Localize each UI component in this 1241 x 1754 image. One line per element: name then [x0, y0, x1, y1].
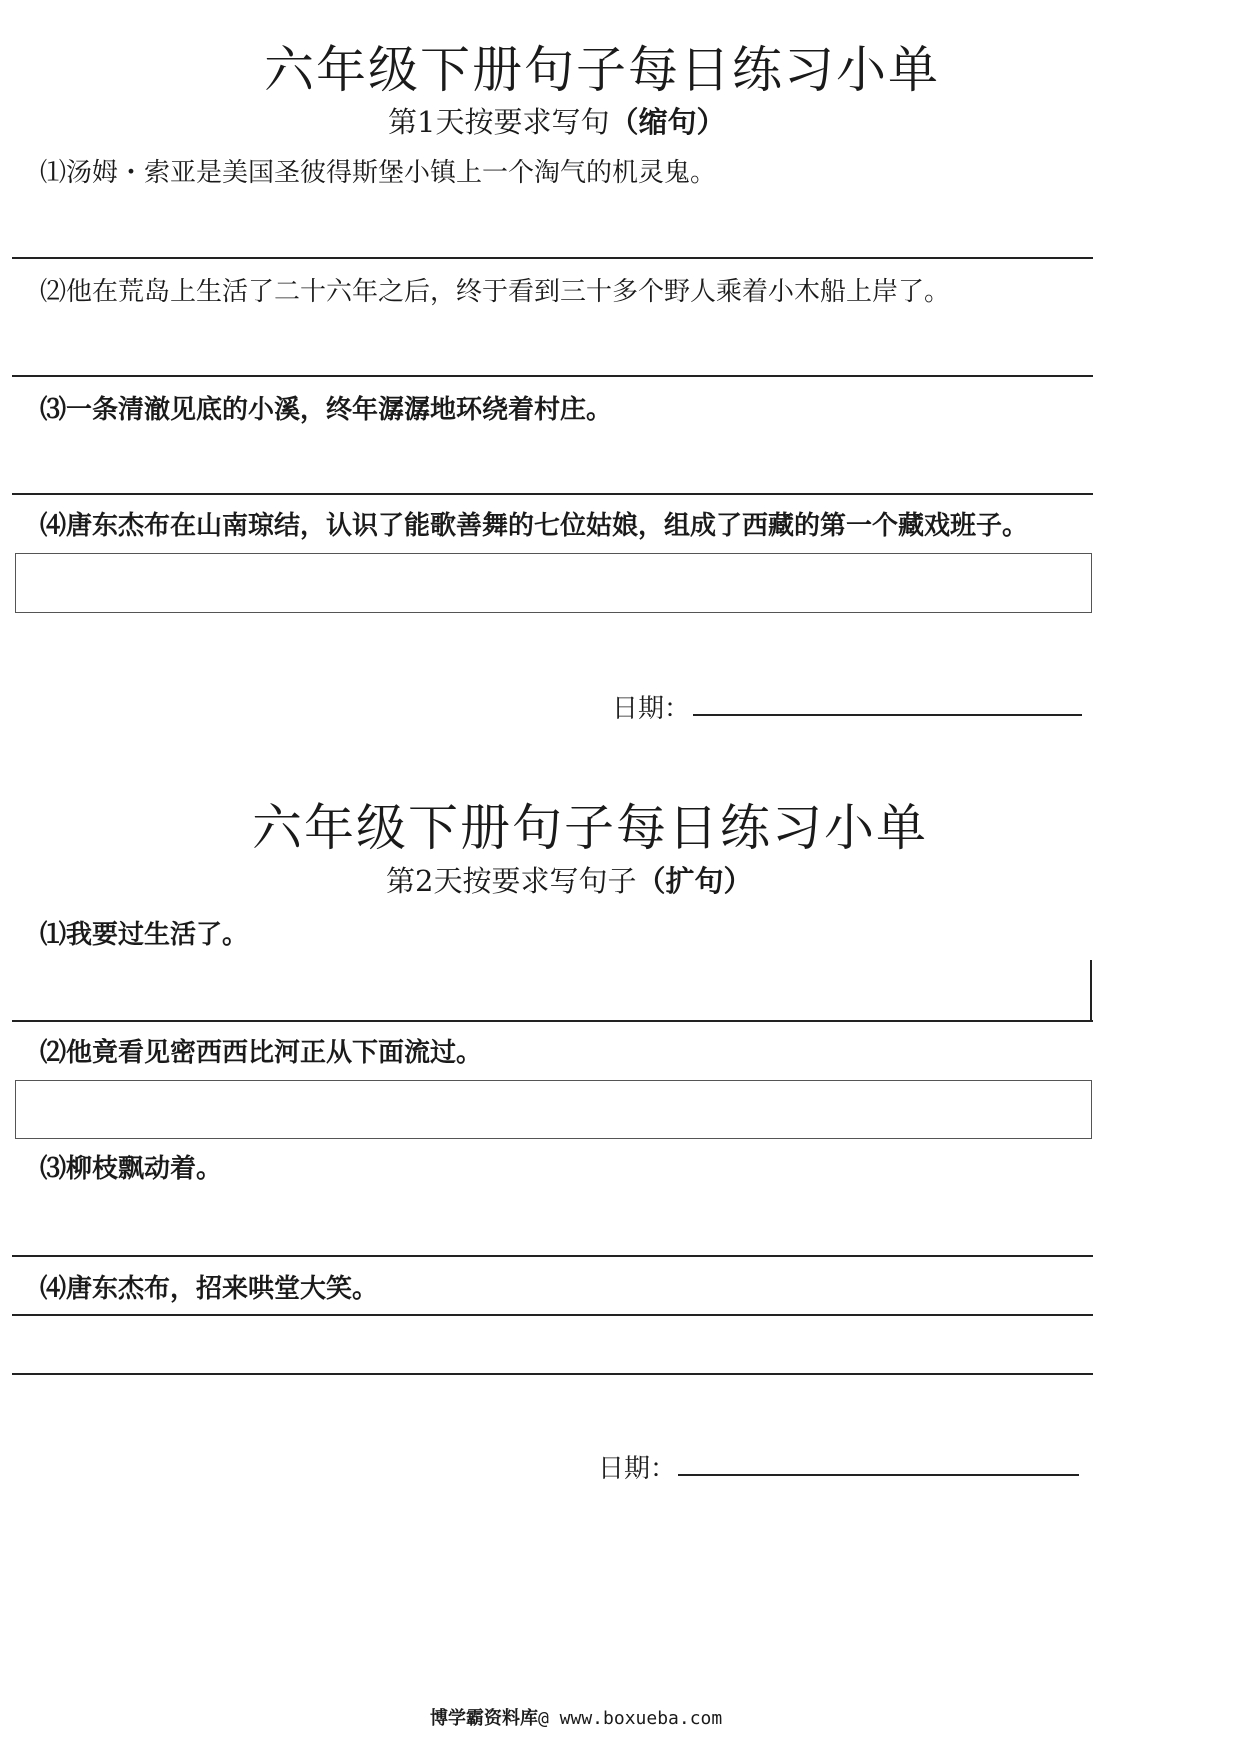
day1-subtitle	[388, 100, 725, 141]
day2-title: 六年级下册句子每日练习小单	[252, 799, 928, 857]
day2-answer-line-1[interactable]	[12, 1020, 1093, 1022]
day2-answer-edge-1	[1090, 960, 1092, 1021]
day2-answer-box-2[interactable]	[15, 1080, 1092, 1139]
day1-answer-box-4[interactable]	[15, 553, 1092, 613]
day1-answer-line-3[interactable]	[12, 493, 1093, 495]
day1-answer-line-1[interactable]	[12, 257, 1093, 259]
footer-site-name: 博学霸资料库	[430, 1708, 538, 1729]
day1-question-1: ⑴汤姆・索亚是美国圣彼得斯堡小镇上一个淘气的机灵鬼。	[40, 158, 717, 188]
day2-subtitle-text: 第2天按要求写句子	[386, 864, 637, 898]
day2-question-4: ⑷唐东杰布，招来哄堂大笑。	[40, 1274, 379, 1304]
day2-answer-line-4a[interactable]	[12, 1314, 1093, 1316]
day1-question-3: ⑶一条清澈见底的小溪，终年潺潺地环绕着村庄。	[40, 395, 613, 425]
footer-site-url: @ www.boxueba.com	[538, 1708, 723, 1729]
day1-date-line[interactable]	[693, 714, 1082, 716]
day1-subtitle-text: 第1天按要求写句	[388, 105, 610, 139]
day2-question-1: ⑴我要过生活了。	[40, 920, 249, 950]
day1-question-2: ⑵他在荒岛上生活了二十六年之后，终于看到三十多个野人乘着小木船上岸了。	[40, 277, 951, 307]
day2-answer-line-3[interactable]	[12, 1255, 1093, 1257]
day2-subtitle	[386, 859, 752, 900]
day1-title: 六年级下册句子每日练习小单	[264, 41, 940, 99]
day2-date-line[interactable]	[678, 1474, 1079, 1476]
day2-subtitle-tag: （扩句）	[636, 864, 753, 898]
day1-subtitle-tag: （缩句）	[609, 105, 726, 139]
day1-answer-line-2[interactable]	[12, 375, 1093, 377]
day2-question-3: ⑶柳枝飘动着。	[40, 1154, 223, 1184]
footer-watermark	[430, 1704, 722, 1730]
day1-date-label: 日期：	[612, 694, 691, 724]
day1-question-4: ⑷唐东杰布在山南琼结，认识了能歌善舞的七位姑娘，组成了西藏的第一个藏戏班子。	[40, 511, 1029, 541]
day2-answer-line-4b[interactable]	[12, 1373, 1093, 1375]
day2-question-2: ⑵他竟看见密西西比河正从下面流过。	[40, 1038, 483, 1068]
day2-date-label: 日期：	[598, 1454, 677, 1484]
